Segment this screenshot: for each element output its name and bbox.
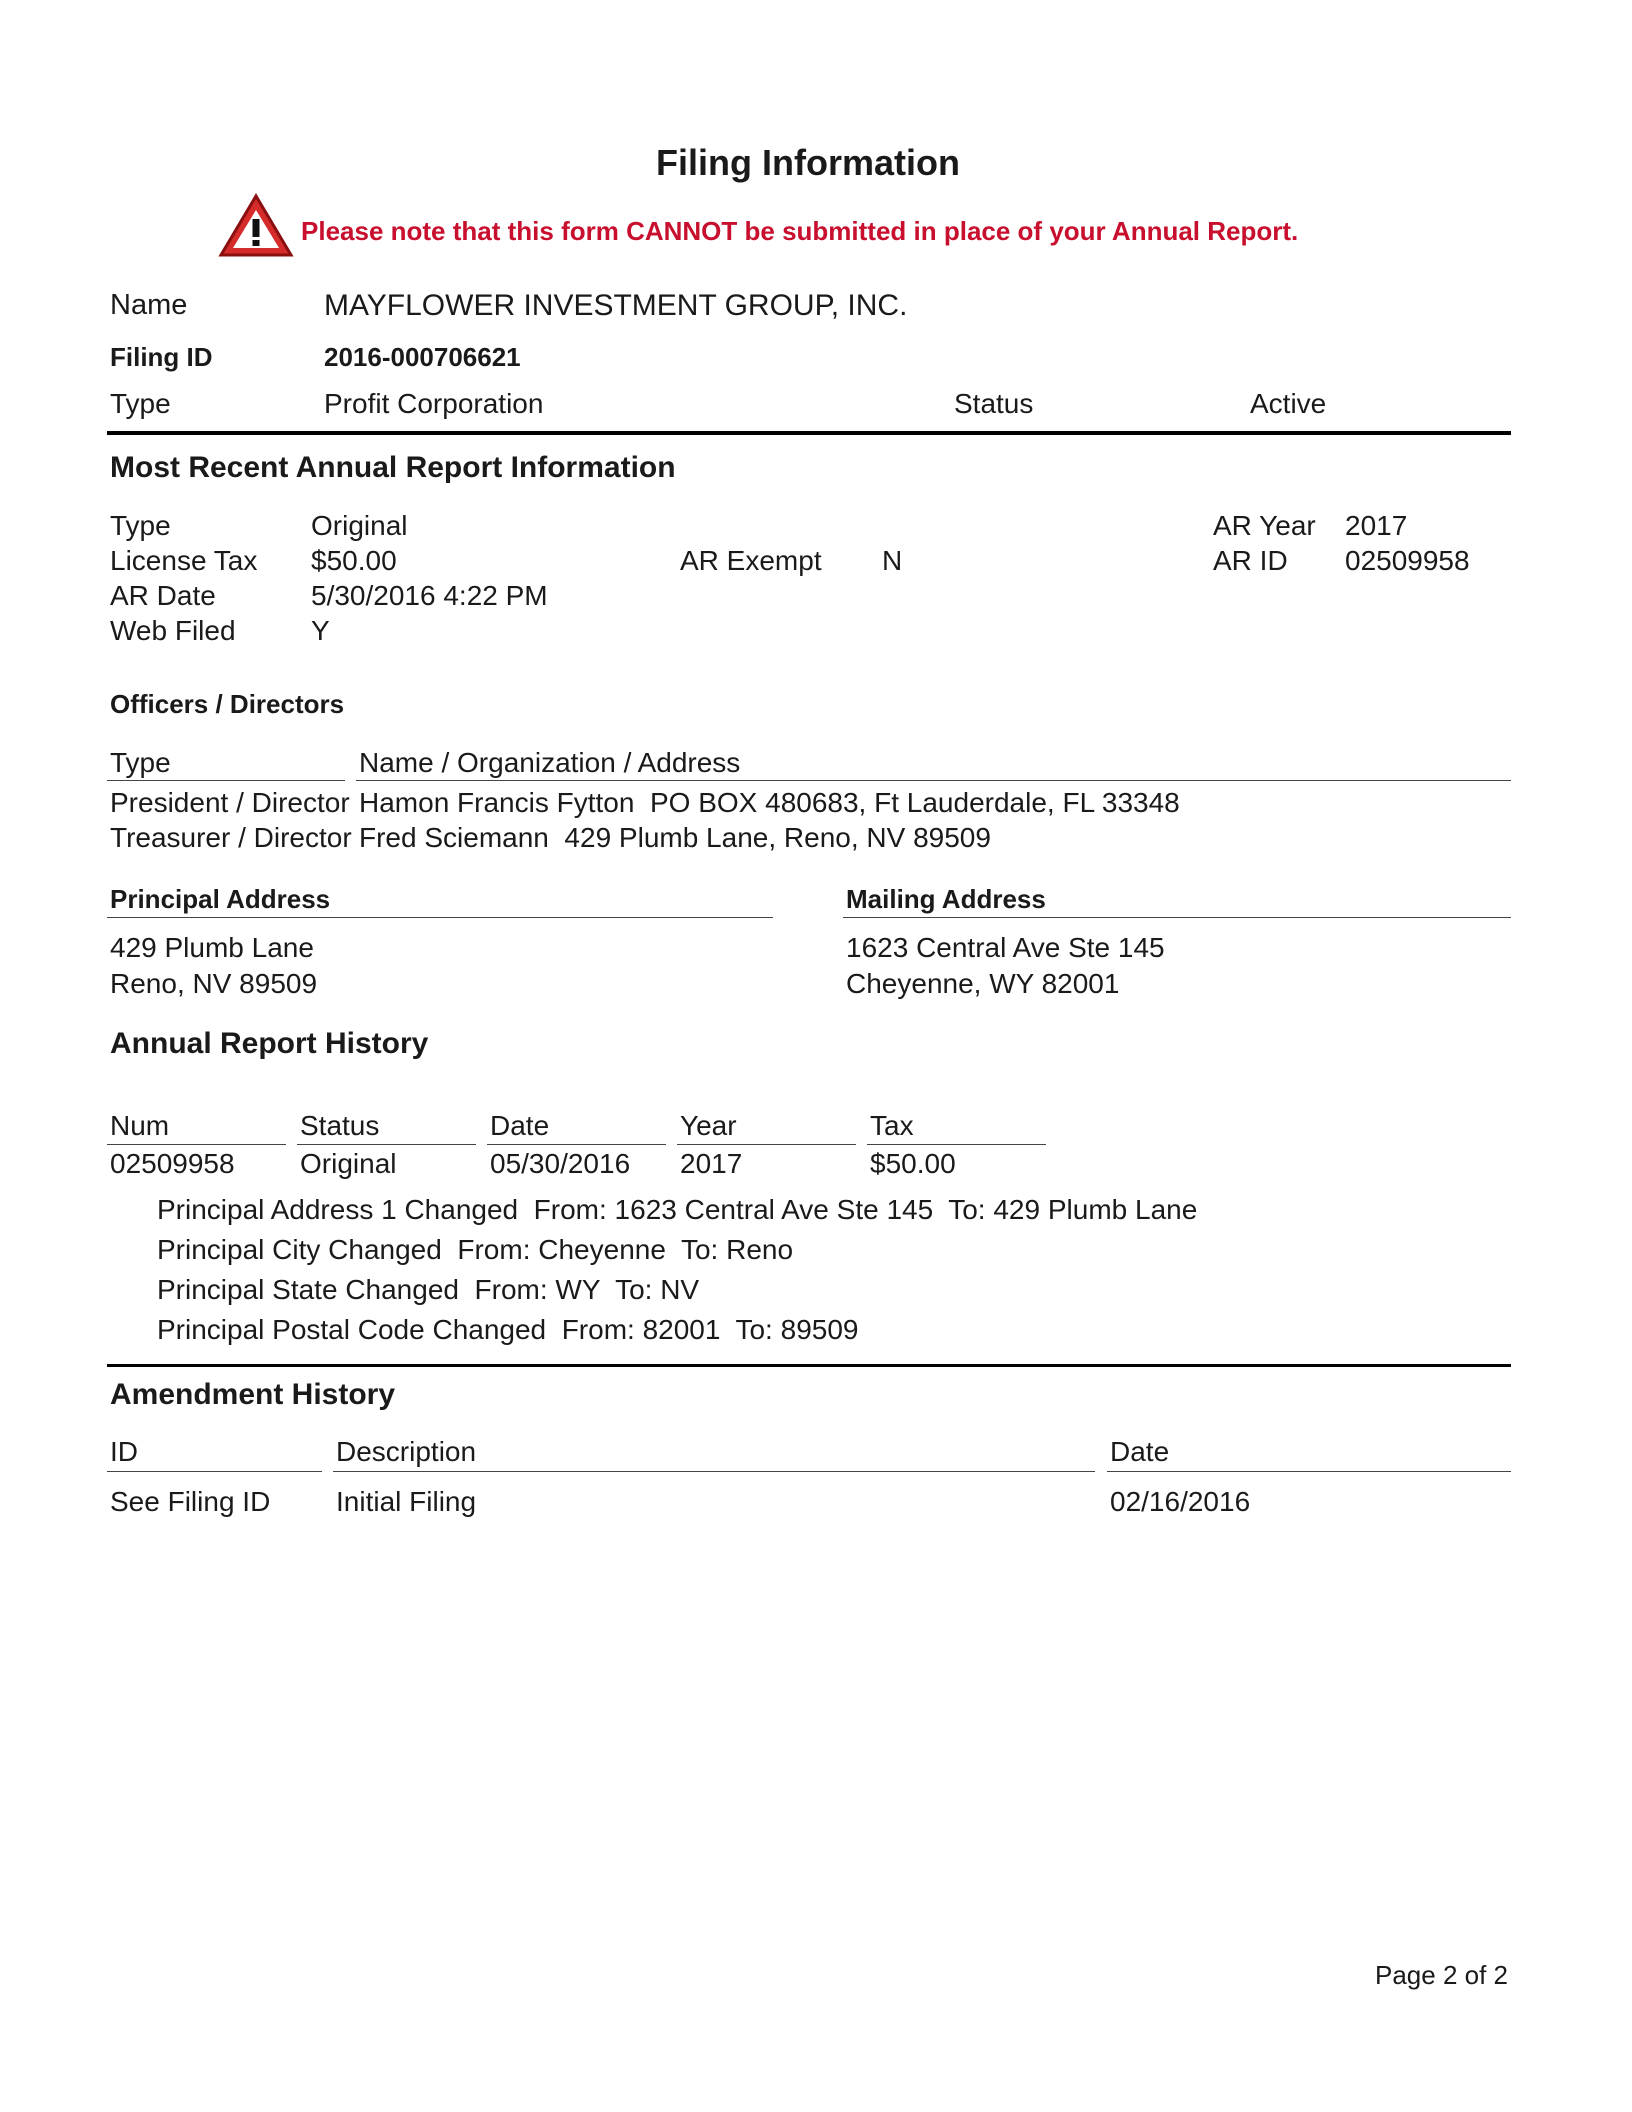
ar-history-change: Principal City Changed From: Cheyenne To: Reno: [157, 1234, 794, 1265]
ar-exempt-label: AR Exempt: [680, 545, 822, 576]
web-filed-label: Web Filed: [110, 615, 236, 646]
filing-id-value: 2016-000706621: [324, 342, 521, 372]
warning-icon: [218, 192, 294, 263]
mailing-address-heading: Mailing Address: [846, 884, 1046, 914]
mailing-address-line1: 1623 Central Ave Ste 145: [846, 932, 1165, 963]
amendment-cell-date: 02/16/2016: [1110, 1486, 1251, 1517]
ar-date-value: 5/30/2016 4:22 PM: [311, 580, 548, 611]
status-label: Status: [954, 388, 1034, 419]
officer-row-detail: Fred Sciemann 429 Plumb Lane, Reno, NV 89509: [359, 822, 991, 853]
mailing-address-line2: Cheyenne, WY 82001: [846, 968, 1120, 999]
ar-exempt-value: N: [882, 545, 903, 576]
ar-history-header-rule: [297, 1144, 476, 1145]
amendment-cell-id: See Filing ID: [110, 1486, 271, 1517]
page-number: Page 2 of 2: [1375, 1960, 1508, 1990]
ar-type-value: Original: [311, 510, 408, 541]
ar-history-heading: Annual Report History: [110, 1027, 429, 1060]
amendment-col-desc: Description: [336, 1436, 477, 1467]
ar-history-change: Principal Address 1 Changed From: 1623 Central Ave Ste 145 To: 429 Plumb Lane: [157, 1194, 1198, 1225]
warning-text: Please note that this form CANNOT be submitted in place of your Annual Report.: [301, 216, 1299, 246]
officers-header-rule: [356, 780, 1511, 781]
ar-history-header-rule: [677, 1144, 856, 1145]
amendment-header-rule: [333, 1471, 1095, 1472]
officers-col-type: Type: [110, 747, 171, 778]
type-label: Type: [110, 388, 171, 419]
license-tax-label: License Tax: [110, 545, 258, 576]
ar-history-header-rule: [867, 1144, 1046, 1145]
officers-heading: Officers / Directors: [110, 689, 345, 719]
ar-history-change: Principal Postal Code Changed From: 82001 To: 89509: [157, 1314, 859, 1345]
ar-year-label: AR Year: [1213, 510, 1316, 541]
entity-name: MAYFLOWER INVESTMENT GROUP, INC.: [324, 289, 908, 322]
amendment-header-rule: [1107, 1471, 1511, 1472]
officer-row-type: Treasurer / Director: [110, 822, 352, 853]
type-value: Profit Corporation: [324, 388, 544, 419]
page-title: Filing Information: [656, 142, 960, 183]
license-tax-value: $50.00: [311, 545, 397, 576]
officers-col-name: Name / Organization / Address: [359, 747, 741, 778]
officer-row-detail: Hamon Francis Fytton PO BOX 480683, Ft Lauderdale, FL 33348: [359, 787, 1180, 818]
ar-history-cell-status: Original: [300, 1148, 397, 1179]
amendment-header-rule: [107, 1471, 322, 1472]
annual-report-heading: Most Recent Annual Report Information: [110, 451, 676, 484]
ar-history-col-tax: Tax: [870, 1110, 914, 1141]
ar-history-change: Principal State Changed From: WY To: NV: [157, 1274, 700, 1305]
filing-id-label: Filing ID: [110, 342, 213, 372]
ar-id-label: AR ID: [1213, 545, 1288, 576]
officers-header-rule: [107, 780, 345, 781]
amendment-col-id: ID: [110, 1436, 138, 1467]
principal-address-rule: [107, 917, 773, 918]
divider: [107, 431, 1511, 435]
divider: [107, 1364, 1511, 1367]
ar-history-cell-year: 2017: [680, 1148, 743, 1179]
ar-history-header-rule: [487, 1144, 666, 1145]
ar-history-cell-tax: $50.00: [870, 1148, 956, 1179]
principal-address-heading: Principal Address: [110, 884, 331, 914]
amendment-history-heading: Amendment History: [110, 1378, 396, 1411]
ar-history-cell-num: 02509958: [110, 1148, 235, 1179]
mailing-address-rule: [843, 917, 1511, 918]
principal-address-line2: Reno, NV 89509: [110, 968, 318, 999]
name-label: Name: [110, 289, 188, 321]
ar-history-cell-date: 05/30/2016: [490, 1148, 631, 1179]
ar-date-label: AR Date: [110, 580, 216, 611]
ar-history-col-num: Num: [110, 1110, 170, 1141]
ar-history-header-rule: [107, 1144, 286, 1145]
amendment-cell-desc: Initial Filing: [336, 1486, 477, 1517]
ar-year-value: 2017: [1345, 510, 1408, 541]
amendment-col-date: Date: [1110, 1436, 1170, 1467]
principal-address-line1: 429 Plumb Lane: [110, 932, 314, 963]
ar-history-col-date: Date: [490, 1110, 550, 1141]
ar-type-label: Type: [110, 510, 171, 541]
web-filed-value: Y: [311, 615, 330, 646]
ar-id-value: 02509958: [1345, 545, 1470, 576]
status-value: Active: [1250, 388, 1327, 419]
ar-history-col-status: Status: [300, 1110, 380, 1141]
officer-row-type: President / Director: [110, 787, 350, 818]
ar-history-col-year: Year: [680, 1110, 737, 1141]
